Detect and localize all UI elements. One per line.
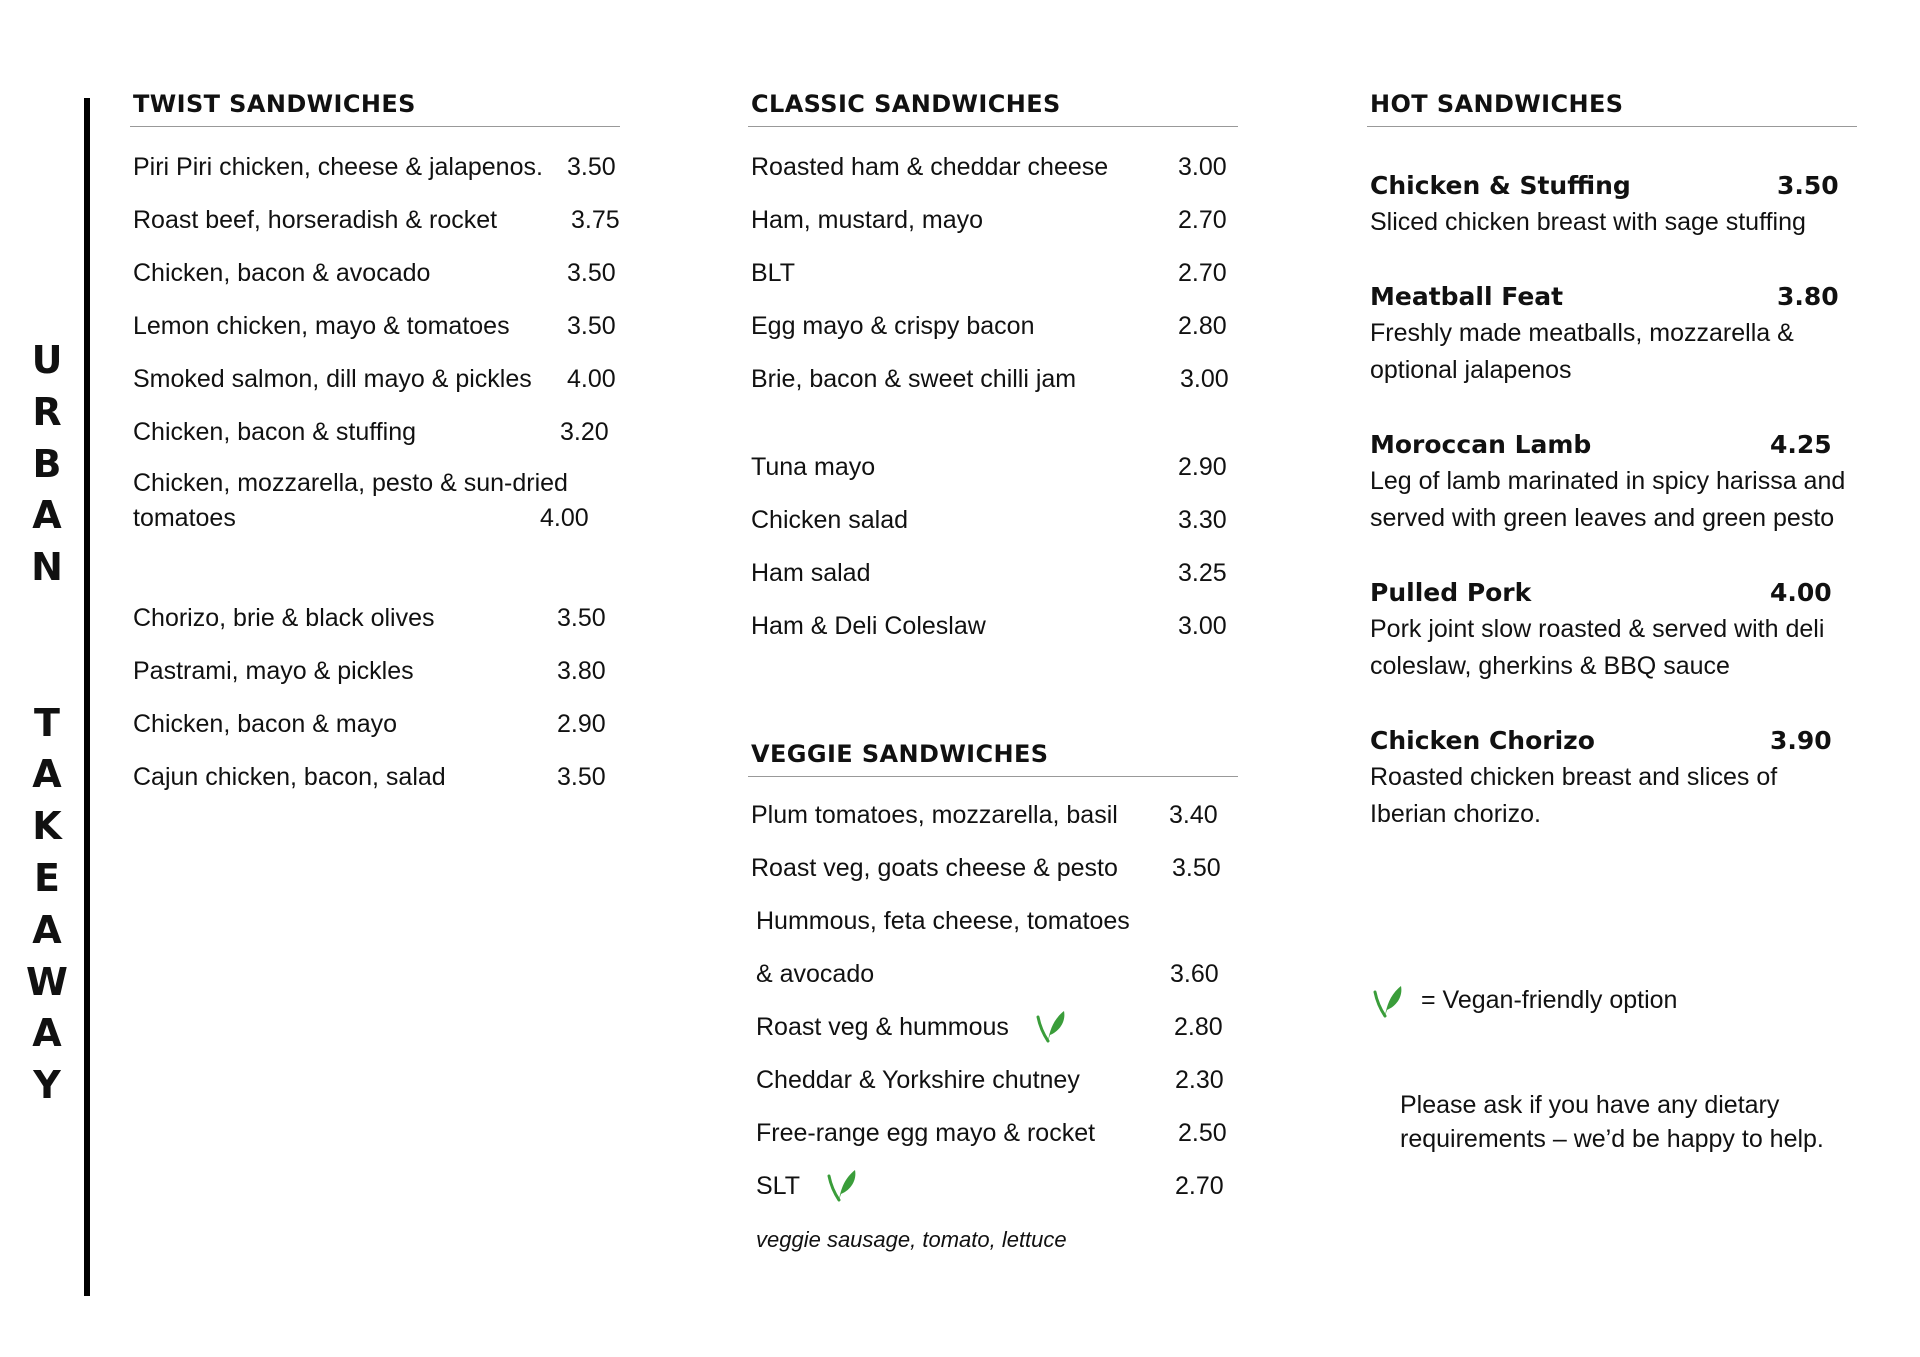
price: 2.90: [1178, 453, 1227, 481]
brand-letter: E: [34, 855, 60, 900]
veggie-section: [748, 740, 1238, 1266]
price: 3.00: [1180, 365, 1229, 393]
item-name: Moroccan Lamb: [1370, 430, 1592, 459]
dietary-note: Please ask if you have any dietary requirements – we’d be happy to help.: [1400, 1091, 1824, 1153]
price: 3.75: [571, 206, 620, 234]
price: 2.80: [1178, 312, 1227, 340]
menu-item: Chicken, bacon & mayo 2.90: [130, 698, 620, 751]
price: 2.50: [1178, 1119, 1227, 1147]
price: 3.50: [567, 153, 616, 181]
menu-item: Cheddar & Yorkshire chutney 2.30: [748, 1054, 1238, 1107]
menu-item: Brie, bacon & sweet chilli jam 3.00: [748, 353, 1238, 406]
price: 3.50: [557, 763, 606, 791]
brand-letter: W: [26, 959, 68, 1004]
menu-item: Chorizo, brie & black olives 3.50: [130, 592, 620, 645]
brand-letter: B: [32, 441, 62, 486]
price: 3.90: [1770, 726, 1832, 755]
menu-item: Smoked salmon, dill mayo & pickles 4.00: [130, 353, 620, 406]
hot-section: [1367, 90, 1857, 833]
brand-divider: [84, 98, 90, 1296]
brand-letter: A: [32, 907, 62, 952]
menu-item: Chicken, bacon & avocado 3.50: [130, 247, 620, 300]
menu-item: Plum tomatoes, mozzarella, basil 3.40: [748, 789, 1238, 842]
menu-item: Ham salad 3.25: [748, 547, 1238, 600]
price: 4.00: [1770, 578, 1832, 607]
menu-item: Chicken salad 3.30: [748, 494, 1238, 547]
menu-item: BLT 2.70: [748, 247, 1238, 300]
brand-letter: T: [34, 700, 60, 745]
menu-item: Ham & Deli Coleslaw 3.00: [748, 600, 1238, 653]
item-description: Roasted chicken breast and slices of Iberian chorizo.: [1370, 763, 1778, 828]
section-title: TWIST SANDWICHES: [130, 90, 620, 127]
menu-item: SLT 2.70: [748, 1160, 1238, 1213]
item-name: Meatball Feat: [1370, 282, 1564, 311]
menu-item: Cajun chicken, bacon, salad 3.50: [130, 751, 620, 804]
brand-wordmark: [26, 335, 68, 1112]
vegan-leaf-icon: [821, 1164, 861, 1204]
price: 2.70: [1178, 206, 1227, 234]
price: 2.80: [1174, 1013, 1223, 1041]
vegan-legend: [1367, 978, 1677, 1022]
item-description: Sliced chicken breast with sage stuffing: [1370, 208, 1806, 236]
price: 3.60: [1170, 960, 1219, 988]
vegan-leaf-icon: [1367, 980, 1407, 1020]
price: 3.50: [567, 312, 616, 340]
item-name: Pulled Pork: [1370, 578, 1532, 607]
price: 2.70: [1175, 1172, 1224, 1200]
menu-item: Tuna mayo 2.90: [748, 441, 1238, 494]
section-title: HOT SANDWICHES: [1367, 90, 1857, 127]
brand-letter: U: [31, 338, 63, 382]
item-description: Pork joint slow roasted & served with deli coleslaw, gherkins & BBQ sauce: [1370, 615, 1825, 680]
classic-section: [748, 90, 1238, 653]
menu-item: Roast beef, horseradish & rocket 3.75: [130, 194, 620, 247]
menu-item: Roast veg, goats cheese & pesto 3.50: [748, 842, 1238, 895]
section-title: VEGGIE SANDWICHES: [748, 740, 1238, 777]
item-note: veggie sausage, tomato, lettuce: [756, 1227, 1067, 1252]
brand-letter: A: [32, 493, 62, 538]
price: 3.80: [557, 657, 606, 685]
price: 2.70: [1178, 259, 1227, 287]
price: 3.30: [1178, 506, 1227, 534]
price: 3.20: [560, 418, 609, 446]
hot-menu-item: [1367, 278, 1857, 389]
hot-menu-item: [1367, 167, 1857, 241]
menu-item-continued: & avocado 3.60: [748, 948, 1238, 1001]
brand-letter: N: [31, 545, 63, 590]
hot-menu-item: [1367, 574, 1857, 685]
price: 4.00: [540, 504, 589, 532]
price: 3.80: [1777, 282, 1839, 311]
price: 3.50: [1777, 171, 1839, 200]
brand-letter: R: [32, 389, 62, 434]
menu-item: Roasted ham & cheddar cheese 3.00: [748, 141, 1238, 194]
menu-item: Ham, mustard, mayo 2.70: [748, 194, 1238, 247]
menu-item: Free-range egg mayo & rocket 2.50: [748, 1107, 1238, 1160]
menu-item: Chicken, bacon & stuffing 3.20: [130, 406, 620, 459]
brand-letter: Y: [33, 1063, 61, 1108]
menu-item: Egg mayo & crispy bacon 2.80: [748, 300, 1238, 353]
price: 3.50: [1172, 854, 1221, 882]
price: 2.30: [1175, 1066, 1224, 1094]
twist-section: [130, 90, 620, 804]
price: 3.40: [1169, 801, 1218, 829]
menu-item: Piri Piri chicken, cheese & jalapenos. 3.50: [130, 141, 620, 194]
brand-letter: K: [32, 804, 62, 849]
item-description: Leg of lamb marinated in spicy harissa and served with green leaves and green pesto: [1370, 467, 1846, 532]
hot-menu-item: [1367, 722, 1857, 833]
legend-text: = Vegan-friendly option: [1421, 986, 1678, 1014]
brand-letter: A: [32, 1011, 62, 1056]
menu-item: Lemon chicken, mayo & tomatoes 3.50: [130, 300, 620, 353]
price: 3.00: [1178, 612, 1227, 640]
item-name: Chicken Chorizo: [1370, 726, 1595, 755]
hot-menu-item: [1367, 426, 1857, 537]
menu-item: Roast veg & hummous 2.80: [748, 1001, 1238, 1054]
section-title: CLASSIC SANDWICHES: [748, 90, 1238, 127]
brand-letter: A: [32, 752, 62, 797]
vegan-leaf-icon: [1030, 1005, 1070, 1045]
price: 4.00: [567, 365, 616, 393]
price: 4.25: [1770, 430, 1832, 459]
item-name: Chicken & Stuffing: [1370, 171, 1631, 200]
price: 2.90: [557, 710, 606, 738]
menu-item: Pastrami, mayo & pickles 3.80: [130, 645, 620, 698]
item-description: Freshly made meatballs, mozzarella & optional jalapenos: [1370, 319, 1794, 384]
price: 3.25: [1178, 559, 1227, 587]
menu-item: Chicken, mozzarella, pesto & sun-dried tomatoes 4.00: [130, 459, 620, 540]
menu-item: Hummous, feta cheese, tomatoes: [756, 907, 1130, 935]
price: 3.50: [567, 259, 616, 287]
price: 3.00: [1178, 153, 1227, 181]
price: 3.50: [557, 604, 606, 632]
